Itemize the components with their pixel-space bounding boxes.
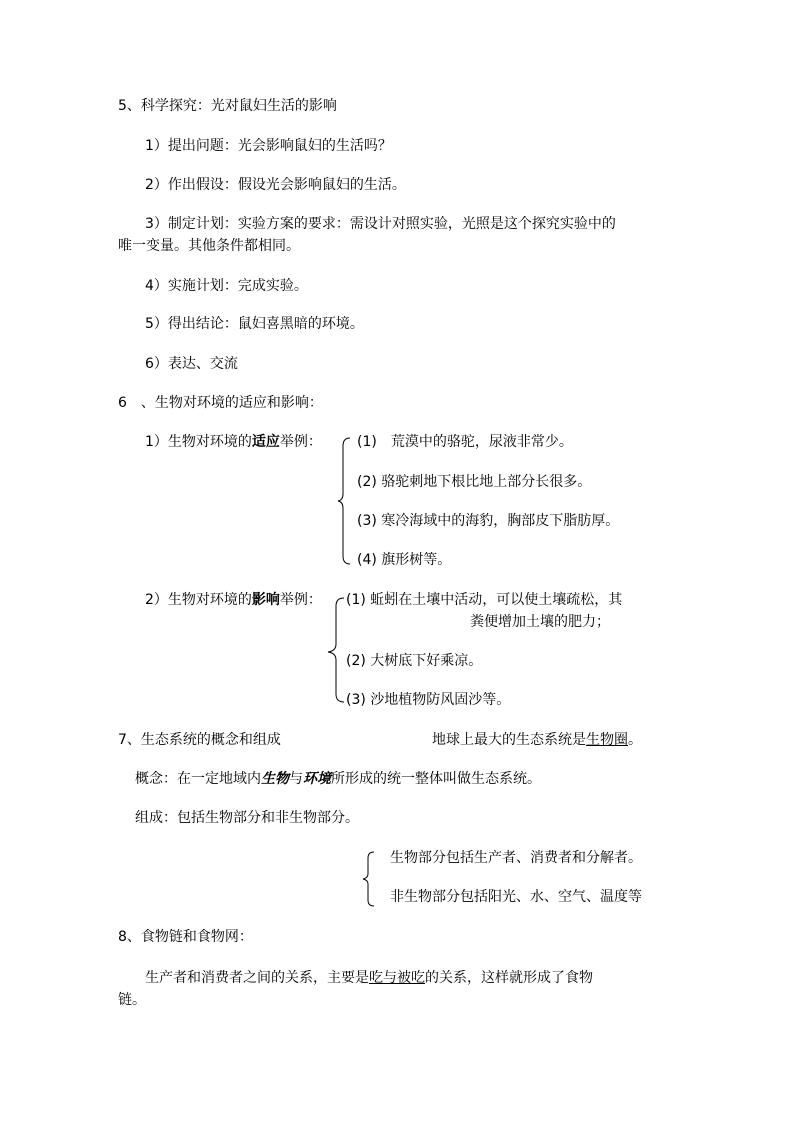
- eat-and-eaten-keyword: 吃与被吃: [369, 970, 425, 986]
- largest-ecosystem-note: 地球上最大的生态系统是生物圈。: [432, 732, 642, 748]
- adapt-item-1: (1) 荒漠中的骆驼，尿液非常少。: [357, 434, 573, 450]
- organism-keyword: 生物: [261, 771, 289, 787]
- section5-step3-line1: 3）制定计划：实验方案的要求：需设计对照实验，光照是这个探究实验中的: [145, 216, 616, 232]
- section5-step5: 5）得出结论：鼠妇喜黑暗的环境。: [145, 316, 364, 332]
- food-chain-paragraph-line2: 链。: [118, 992, 146, 1008]
- section5-step6: 6）表达、交流: [145, 356, 238, 372]
- environment-keyword: 环境: [303, 771, 331, 787]
- section6-heading: 6 、生物对环境的适应和影响：: [118, 395, 323, 411]
- influence-brace: [326, 596, 348, 704]
- abiotic-component: 非生物部分包括阳光、水、空气、温度等: [390, 889, 642, 905]
- influence-item-1-line1: (1) 蚯蚓在土壤中活动，可以使土壤疏松，其: [346, 592, 623, 608]
- section5-step1: 1）提出问题：光会影响鼠妇的生活吗？: [145, 138, 392, 154]
- section5-step3-line2: 唯一变量。其他条件都相同。: [118, 238, 300, 254]
- section8-heading: 8、食物链和食物网：: [118, 929, 253, 945]
- section5-heading: 5、科学探究：光对鼠妇生活的影响: [118, 98, 337, 114]
- section7-heading: 7、生态系统的概念和组成: [118, 732, 281, 748]
- influence-item-2: (2) 大树底下好乘凉。: [346, 653, 483, 669]
- influence-item-3: (3) 沙地植物防风固沙等。: [346, 692, 511, 708]
- food-chain-paragraph-line1: 生产者和消费者之间的关系，主要是吃与被吃的关系，这样就形成了食物: [145, 970, 593, 986]
- ecosystem-composition: 组成：包括生物部分和非生物部分。: [135, 810, 359, 826]
- adapt-keyword: 适应: [251, 434, 280, 450]
- influence-item-1-line2: 粪便增加土壤的肥力；: [470, 614, 610, 630]
- adapt-item-3: (3) 寒冷海域中的海豹，胸部皮下脂肪厚。: [357, 513, 620, 529]
- section5-step2: 2）作出假设：假设光会影响鼠妇的生活。: [145, 177, 406, 193]
- composition-brace: [360, 850, 378, 908]
- adapt-brace: [336, 436, 356, 566]
- biosphere-keyword: 生物圈: [586, 732, 628, 748]
- influence-label: 2）生物对环境的影响举例：: [145, 592, 322, 608]
- ecosystem-concept: 概念：在一定地域内生物与环境所形成的统一整体叫做生态系统。: [135, 771, 541, 787]
- influence-keyword: 影响: [251, 592, 280, 608]
- adapt-item-4: (4) 旗形树等。: [357, 552, 452, 568]
- adapt-item-2: (2) 骆驼刺地下根比地上部分长很多。: [357, 474, 592, 490]
- biotic-component: 生物部分包括生产者、消费者和分解者。: [390, 850, 642, 866]
- adapt-label: 1）生物对环境的适应举例：: [145, 434, 322, 450]
- section5-step4: 4）实施计划：完成实验。: [145, 278, 308, 294]
